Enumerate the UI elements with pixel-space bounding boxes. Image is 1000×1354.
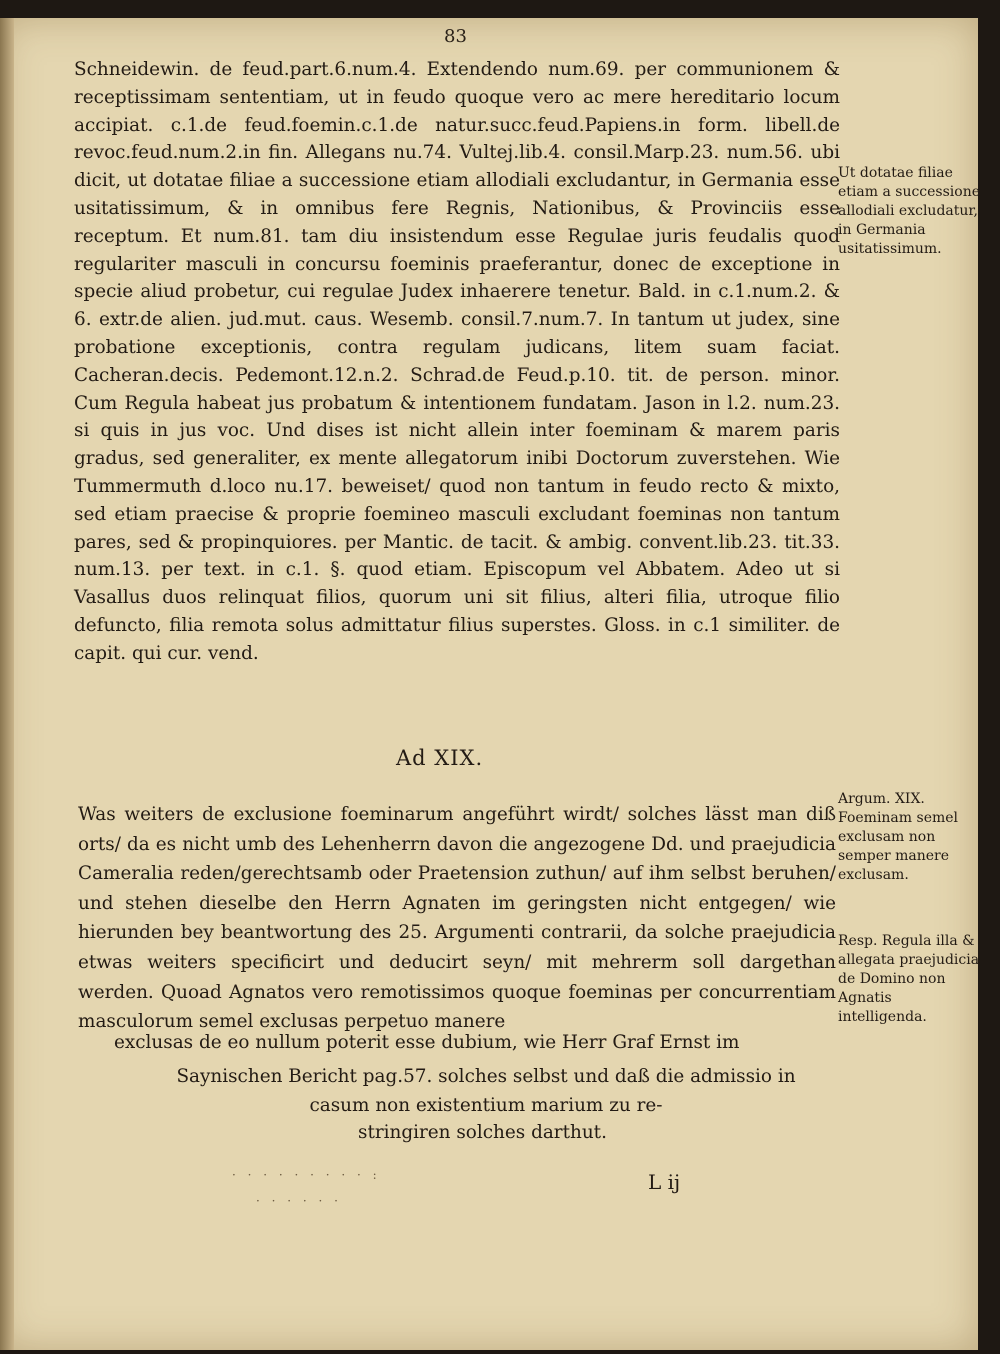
catchword: L ij [648, 1170, 681, 1194]
closing-line-2: Saynischen Bericht pag.57. solches selbst und daß die admissio in casum non existentium marium zu re- [176, 1066, 796, 1116]
closing-line-3: stringiren solches darthut. [358, 1122, 607, 1143]
main-text-paragraph: Schneidewin. de feud.part.6.num.4. Extendendo num.69. per communionem & receptissimam sententiam, ut in feudo quoque vero ac mere hereditario locum accipiat. c.1.de feud.foemin.c.1.de natur.succ.feud.Papiens.in form. libell.de revoc.feud.num.2.in fin. Allegans nu.74. Vultej.lib.4. consil.Marp.23. num.56. ubi dicit, ut dotatae filiae a successione etiam allodiali excludantur, in Germania esse usitatissimum, & in omnibus fere Regnis, Nationibus, & Provinciis esse receptum. Et num.81. tam diu insistendum esse Regulae juris feudalis quod regulariter masculi in concursu foeminis praeferantur, donec de exceptione in specie aliud probetur, cui regulae Judex inhaerere tenetur. Bald. in c.1.num.2. & 6. extr.de alien. jud.mut. caus. Wesemb. consil.7.num.7. In tantum ut judex, sine probatione exceptionis, contra regulam judicans, litem suam faciat. Cacheran.decis. Pedemont.12.n.2. Schrad.de Feud.p.10. tit. de person. minor. Cum Regula habeat jus probatum & intentionem fundatam. Jason in l.2. num.23. si quis in jus voc. Und dises ist nicht allein inter foeminam & marem paris gradus, sed generaliter, ex mente allegatorum inibi Doctorum zuverstehen. Wie Tummermuth d.loco nu.17. beweiset/ quod non tantum in feudo recto & mixto, sed etiam praecise & proprie foemineo masculi excludant foeminas non tantum pares, sed & propinquiores. per Mantic. de tacit. & ambig. convent.lib.23. tit.33. num.13. per text. in c.1. §. quod etiam. Episcopum vel Abbatem. Adeo ut si Vasallus duos relinquat filios, quorum uni sit filius, alteri filia, utroque filio defuncto, filia remota solus admittatur filius superstes. Gloss. in c.1 similiter. de capit. qui cur. vend. [74, 59, 840, 664]
page-number: 83 [444, 26, 467, 47]
closing-line-1: exclusas de eo nullum poterit esse dubium, wie Herr Graf Ernst im [114, 1032, 740, 1053]
margin-note-2: Argum. XIX. Foeminam semel exclusam non semper manere exclusam. [838, 791, 959, 883]
ink-specks-1: · · · · · · · · · : [232, 1168, 381, 1182]
second-text-paragraph: Was weiters de exclusione foeminarum angeführt wirdt/ solches lässt man diß orts/ da es nicht umb des Lehenherrn davon die angezogene Dd. und praejudicia Cameralia reden/gerechtsamb oder Praetension zuthun/ auf ihm selbst beruhen/ und stehen dieselbe den Herrn Agnaten im geringsten nicht entgegen/ wie hierunden bey beantwortung des 25. Argumenti contrarii, da solche praejudicia etwas weiters specificirt und deducirt seyn/ mit mehrerm soll dargethan werden. Quoad Agnatos vero remotissimos quoque foeminas per concurrentiam masculorum semel exclusas perpetuo manere [78, 804, 836, 1033]
ink-specks-2: · · · · · · [256, 1194, 342, 1208]
section-heading: Ad XIX. [396, 746, 484, 770]
book-page [0, 18, 981, 1350]
margin-note-3: Resp. Regula illa & allegata praejudicia de Domino non Agnatis intelligenda. [838, 933, 980, 1025]
margin-note-1: Ut dotatae filiae etiam a successione allodiali excludatur, in Germania usitatissimum. [838, 165, 981, 257]
page-binding-edge [0, 18, 14, 1350]
